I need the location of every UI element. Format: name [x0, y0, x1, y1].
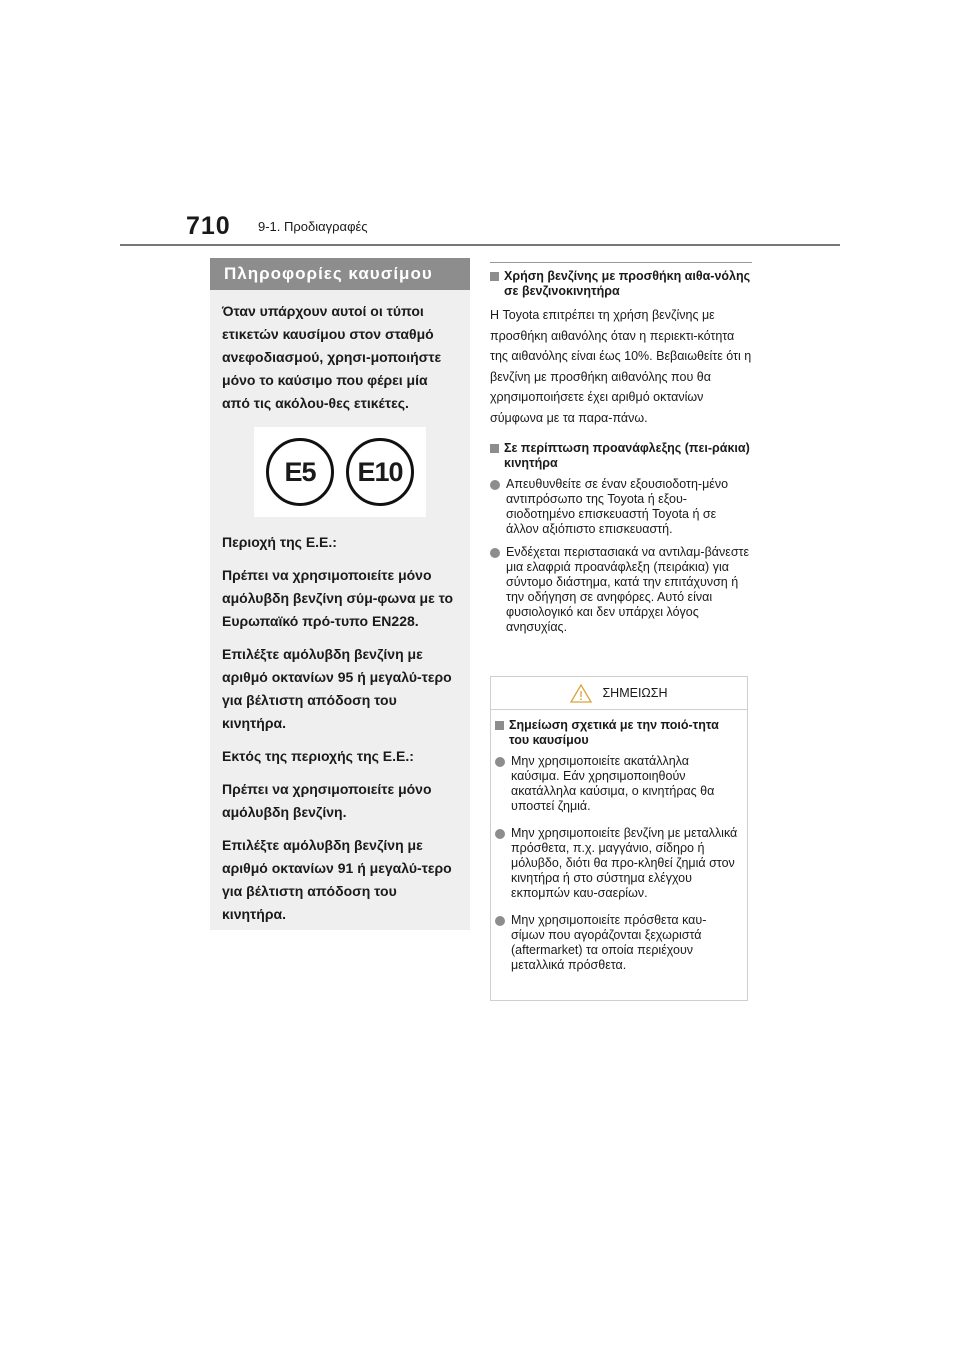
fuel-labels-image: [254, 427, 426, 517]
note-bullet-1: Μην χρησιμοποιείτε ακατάλληλα καύσιμα. Εάν χρησιμοποιηθούν ακατάλληλα καύσιμα, ο κινητήρας θα υποστεί ζημιά.: [511, 754, 715, 813]
circle-bullet-icon: [495, 829, 505, 839]
square-bullet-icon: [490, 444, 499, 453]
list-item: [495, 913, 739, 973]
circle-bullet-icon: [490, 480, 500, 490]
eu-heading: Περιοχή της Ε.Ε.:: [222, 534, 337, 550]
knocking-heading: [490, 441, 752, 471]
knocking-bullet-2: Ενδέχεται περιστασιακά να αντιλαμ-βάνεστε μια ελαφριά προανάφλεξη (πειράκια) για σύντομο διάστημα, κατά την επιτάχυνση ή την οδήγηση σε ανηφόρες. Αυτό είναι φυσιολογικό και δεν υπάρχει λόγος ανησυχίας.: [506, 544, 750, 634]
non-eu-text-2: Επιλέξτε αμόλυβδη βενζίνη με αριθμό οκτανίων 91 ή μεγαλύ-τερο για βέλτιστη απόδοση του κινητήρα.: [222, 837, 452, 922]
e5-label: E5: [266, 438, 334, 506]
header-rule: [120, 244, 840, 246]
square-bullet-icon: [495, 721, 504, 730]
ethanol-text: Η Toyota επιτρέπει τη χρήση βενζίνης με προσθήκη αιθανόλης όταν η περιεκτι-κότητα της αιθανόλης είναι έως 10%. Βεβαιωθείτε ότι η βενζίνη με προσθήκη αιθανόλης που θα χρησιμοποιήσετε έχει αριθμό οκτανίων σύμφωνα με τα παρα-πάνω.: [490, 308, 752, 425]
circle-bullet-icon: [495, 916, 505, 926]
right-top-rule: [490, 262, 752, 263]
section-title: 9-1. Προδιαγραφές: [258, 219, 368, 234]
knocking-bullet-1: Απευθυνθείτε σε έναν εξουσιοδοτη-μένο αντιπρόσωπο της Toyota ή εξου-σιοδοτημένο επισκευαστή Toyota ή σε άλλον αξιόπιστο επισκευαστή.: [506, 476, 729, 536]
ethanol-heading: [490, 269, 752, 299]
circle-bullet-icon: [495, 757, 505, 767]
fuel-intro: Όταν υπάρχουν αυτοί οι τύποι ετικετών καυσίμου στον σταθμό ανεφοδιασμού, χρησι-μοποιήστε μόνο το καύσιμο που φέρει μία από τις ακόλου-θες ετικέτες.: [222, 303, 442, 411]
non-eu-text-1: Πρέπει να χρησιμοποιείτε μόνο αμόλυβδη βενζίνη.: [222, 781, 432, 820]
fuel-info-title: Πληροφορίες καυσίμου: [210, 258, 470, 290]
knocking-heading-text: Σε περίπτωση προανάφλεξης (πει-ράκια) κινητήρα: [504, 440, 750, 470]
note-bullet-3: Μην χρησιμοποιείτε πρόσθετα καυ-σίμων που αγοράζονται ξεχωριστά (aftermarket) τα οποία περιέχουν μεταλλικά πρόσθετα.: [511, 913, 707, 972]
note-header: [491, 677, 747, 710]
eu-text-1: Πρέπει να χρησιμοποιείτε μόνο αμόλυβδη βενζίνη σύμ-φωνα με το Ευρωπαϊκό πρό-τυπο EN228.: [222, 567, 454, 629]
page-number: 710: [186, 212, 231, 240]
circle-bullet-icon: [490, 548, 500, 558]
ethanol-heading-text: Χρήση βενζίνης με προσθήκη αιθα-νόλης σε βενζινοκινητήρα: [504, 269, 751, 298]
note-bullet-2: Μην χρησιμοποιείτε βενζίνη με μεταλλικά πρόσθετα, π.χ. μαγγάνιο, σίδηρο ή μόλυβδο, διότι θα προ-κληθεί ζημιά στον κινητήρα ή στο σύστημα ελέγχου εκπομπών καυ-σαερίων.: [511, 826, 738, 900]
right-column: [490, 262, 752, 643]
list-item: [495, 826, 739, 901]
list-item: [490, 545, 752, 635]
warning-icon: [570, 684, 592, 703]
note-heading-text: Σημείωση σχετικά με την ποιό-τητα του καυσίμου: [509, 718, 719, 747]
note-box: [490, 676, 748, 1001]
note-title: ΣΗΜΕΙΩΣΗ: [602, 686, 668, 700]
eu-text-2: Επιλέξτε αμόλυβδη βενζίνη με αριθμό οκτανίων 95 ή μεγαλύ-τερο για βέλτιστη απόδοση του κινητήρα.: [222, 646, 452, 731]
list-item: [490, 477, 752, 537]
e10-label: E10: [346, 438, 414, 506]
square-bullet-icon: [490, 272, 499, 281]
note-heading: [495, 718, 739, 748]
non-eu-heading: Εκτός της περιοχής της Ε.Ε.:: [222, 748, 414, 764]
fuel-info-panel: [210, 258, 470, 930]
list-item: [495, 754, 739, 814]
